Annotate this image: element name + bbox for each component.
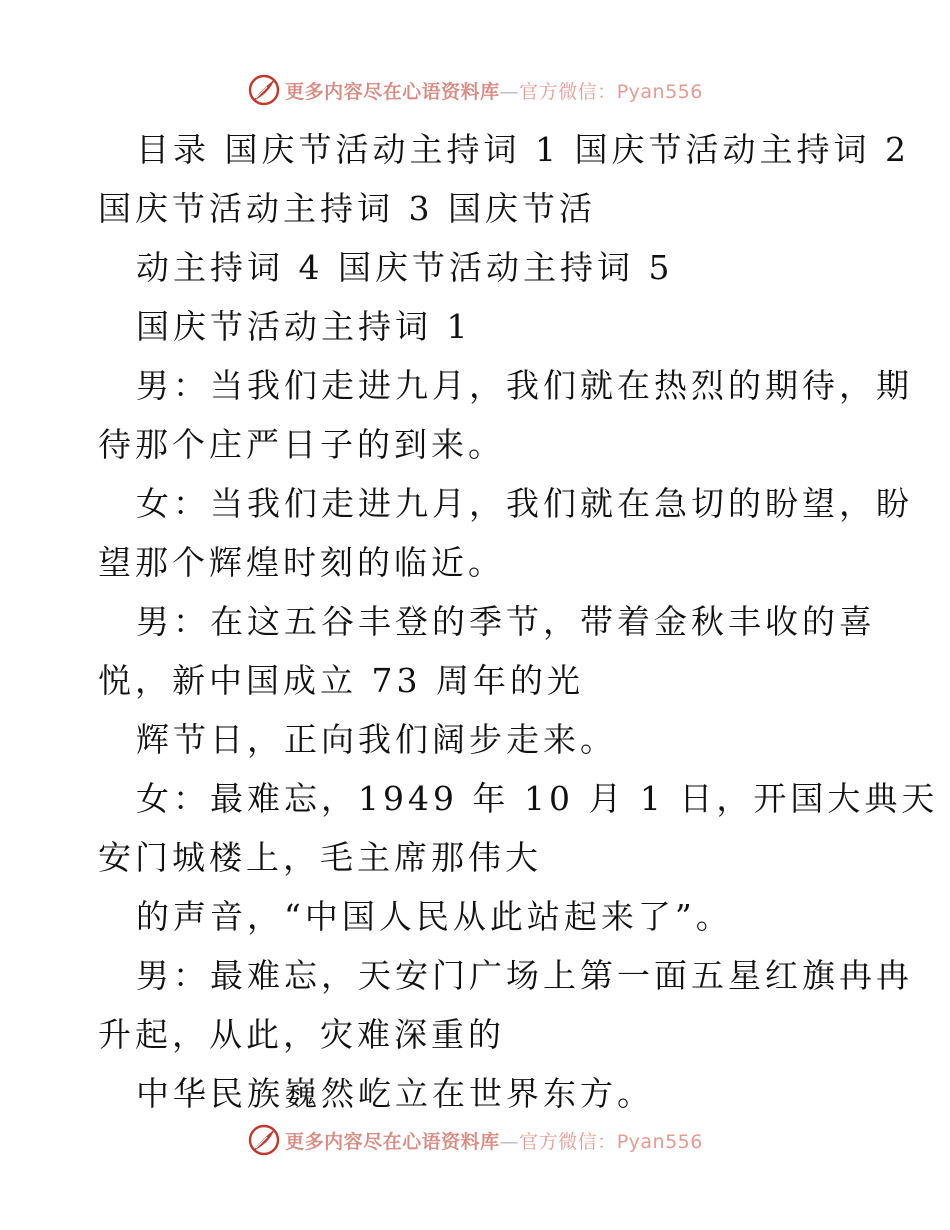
- text-line: 男：最难忘，天安门广场上第一面五星红旗冉冉: [136, 956, 913, 995]
- watermark-separator: —: [499, 80, 520, 103]
- text-line: 国庆节活动主持词 3 国庆节活: [98, 189, 596, 228]
- text-line: 安门城楼上，毛主席那伟大: [98, 838, 542, 877]
- watermark-separator: —: [499, 1130, 520, 1153]
- text-line: 升起，从此，灾难深重的: [98, 1015, 505, 1054]
- header-watermark: [0, 70, 950, 110]
- text-line: 女：当我们走进九月，我们就在急切的盼望，盼: [136, 484, 913, 523]
- text-line: 辉节日，正向我们阔步走来。: [136, 720, 617, 759]
- watermark-site-name: 更多内容尽在心语资料库: [285, 80, 500, 103]
- feather-logo-icon: [247, 73, 281, 107]
- text-line: 中华民族巍然屹立在世界东方。: [136, 1074, 654, 1113]
- document-body: [98, 120, 939, 1123]
- text-line: 女：最难忘，1949 年 10 月 1 日，开国大典天: [136, 779, 939, 818]
- text-line: 男：在这五谷丰登的季节，带着金秋丰收的喜: [136, 602, 876, 641]
- text-line: 的声音，“中国人民从此站起来了”。: [136, 897, 733, 936]
- text-line: 悦，新中国成立 73 周年的光: [98, 661, 584, 700]
- text-line: 男：当我们走进九月，我们就在热烈的期待，期: [136, 366, 913, 405]
- watermark-wechat-id: Pyan556: [616, 80, 703, 103]
- text-line: 目录 国庆节活动主持词 1 国庆节活动主持词 2: [136, 130, 910, 169]
- watermark-wechat-id: Pyan556: [616, 1130, 703, 1153]
- watermark-label: 官方微信：: [519, 1130, 617, 1153]
- text-line: 望那个辉煌时刻的临近。: [98, 543, 505, 582]
- text-line: 待那个庄严日子的到来。: [98, 425, 505, 464]
- watermark-site-name: 更多内容尽在心语资料库: [285, 1130, 500, 1153]
- watermark-label: 官方微信：: [519, 80, 617, 103]
- feather-logo-icon: [247, 1123, 281, 1157]
- footer-watermark: [0, 1120, 950, 1160]
- text-line: 动主持词 4 国庆节活动主持词 5: [136, 248, 674, 287]
- section-heading: 国庆节活动主持词 1: [136, 307, 472, 346]
